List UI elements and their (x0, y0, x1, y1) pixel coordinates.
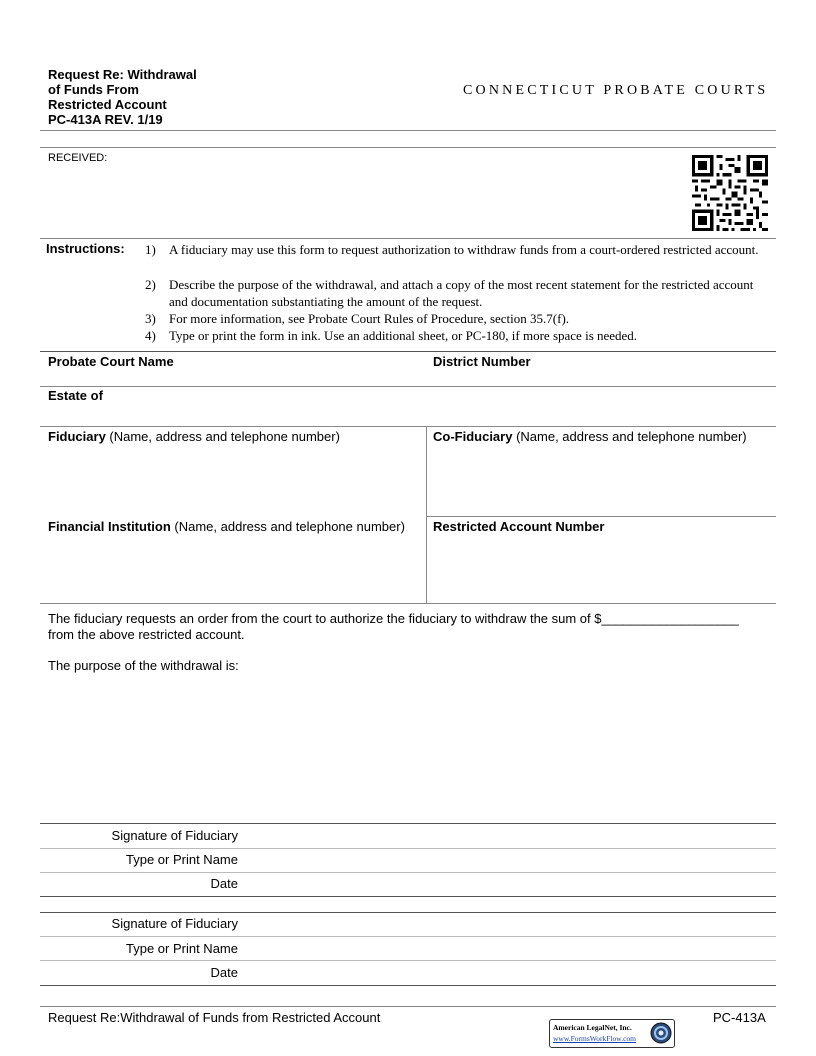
purpose-label: The purpose of the withdrawal is: (48, 658, 239, 673)
instruction-number: 4) (145, 328, 156, 343)
title-line-3: Restricted Account (48, 97, 167, 112)
request-line-1: The fiduciary requests an order from the court to authorize the fiduciary to withdraw the sum of $___________________ (48, 611, 739, 626)
divider (40, 603, 776, 604)
signature-of-fiduciary-label: Signature of Fiduciary (111, 828, 238, 843)
purpose-field[interactable] (48, 658, 239, 673)
instruction-number: 1) (145, 242, 156, 257)
fiduciary-field[interactable] (48, 429, 340, 444)
instruction-text: Describe the purpose of the withdrawal, and attach a copy of the most recent statement for the restricted account and documentation substantiating the amount of the request. (169, 277, 754, 309)
restricted-account-number-field[interactable] (433, 519, 604, 534)
financial-institution-field[interactable] (48, 519, 405, 534)
divider (40, 960, 776, 961)
divider (40, 912, 776, 913)
signature-of-fiduciary-label: Signature of Fiduciary (111, 916, 238, 931)
request-line-2: from the above restricted account. (48, 627, 245, 642)
date-label: Date (210, 965, 238, 980)
type-or-print-name-label: Type or Print Name (126, 941, 238, 956)
divider (40, 936, 776, 937)
date-label: Date (210, 876, 238, 891)
column-divider (426, 426, 427, 603)
divider (40, 147, 776, 148)
logo-company-name: American LegalNet, Inc. (553, 1023, 632, 1032)
probate-court-name-label: Probate Court Name (48, 354, 174, 369)
instruction-text: Type or print the form in ink. Use an additional sheet, or PC-180, if more space is needed. (169, 328, 638, 343)
instructions-label: Instructions: (46, 241, 125, 256)
financial-institution-note: (Name, address and telephone number) (170, 519, 405, 534)
estate-of-label: Estate of (48, 388, 103, 403)
type-or-print-name-label: Type or Print Name (126, 852, 238, 867)
qr-code-icon (692, 155, 768, 231)
divider (40, 386, 776, 387)
title-line-2: of Funds From (48, 82, 139, 97)
district-number-label: District Number (433, 354, 531, 369)
footer-form-number: PC-413A (713, 1010, 766, 1025)
restricted-account-number-label: Restricted Account Number (433, 519, 605, 534)
divider (426, 516, 776, 517)
form-number: PC-413A REV. 1/19 (48, 112, 163, 127)
co-fiduciary-note: (Name, address and telephone number) (512, 429, 747, 444)
instruction-text: A fiduciary may use this form to request authorization to withdraw funds from a court-ordered restricted account. (169, 242, 759, 257)
instruction-number: 3) (145, 311, 156, 326)
footer-divider (40, 1006, 776, 1007)
fiduciary-note: (Name, address and telephone number) (105, 429, 340, 444)
estate-of-field[interactable] (48, 388, 103, 403)
form-title (48, 67, 197, 127)
co-fiduciary-field[interactable] (433, 429, 747, 444)
american-legalnet-logo[interactable] (549, 1019, 675, 1048)
instruction-text: For more information, see Probate Court Rules of Procedure, section 35.7(f). (169, 311, 570, 326)
court-name: CONNECTICUT PROBATE COURTS (463, 83, 769, 98)
probate-court-name-field[interactable] (48, 354, 174, 369)
globe-icon (650, 1022, 672, 1044)
divider (40, 426, 776, 427)
instruction-number: 2) (145, 277, 156, 292)
divider (40, 848, 776, 849)
district-number-field[interactable] (433, 354, 531, 369)
divider (40, 985, 776, 986)
divider (40, 130, 776, 131)
divider (40, 823, 776, 824)
divider (40, 872, 776, 873)
divider (40, 896, 776, 897)
received-label: RECEIVED: (48, 152, 108, 164)
footer-form-title: Request Re:Withdrawal of Funds from Restricted Account (48, 1010, 381, 1025)
divider (40, 238, 776, 239)
co-fiduciary-label: Co-Fiduciary (433, 429, 513, 444)
logo-website-link[interactable]: www.FormsWorkFlow.com (553, 1034, 637, 1043)
fiduciary-label: Fiduciary (48, 429, 106, 444)
financial-institution-label: Financial Institution (48, 519, 171, 534)
title-line-1: Request Re: Withdrawal (48, 67, 197, 82)
divider (40, 351, 776, 352)
